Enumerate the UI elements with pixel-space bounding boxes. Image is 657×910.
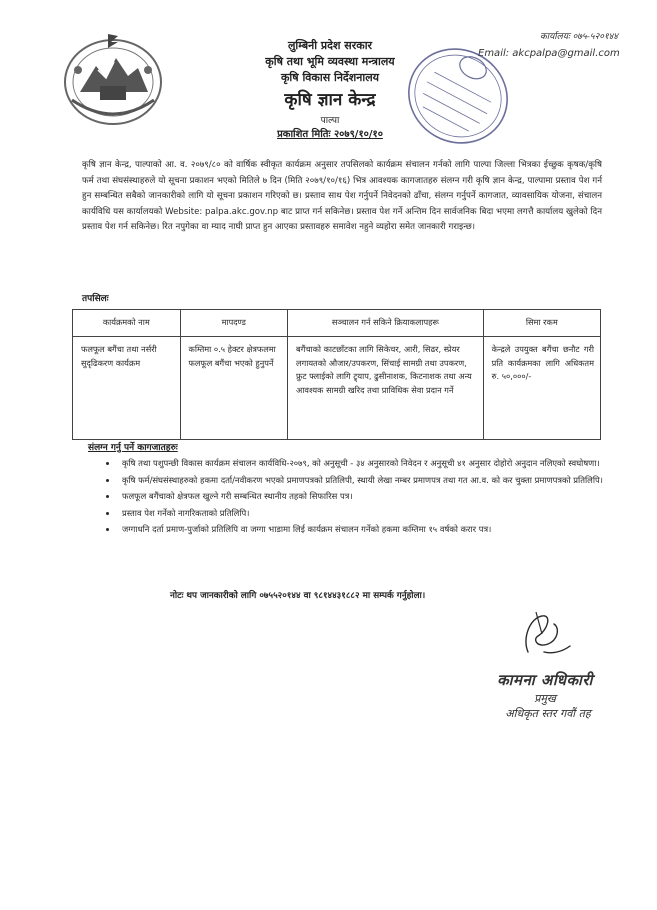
nepal-emblem-icon [58, 30, 168, 128]
office-name: कृषि ज्ञान केन्द्र [284, 90, 376, 110]
list-item: • फलफूल बगैंचाको क्षेत्रफल खुल्ने गरी सम्बन्धित स्थानीय तहको सिफारिस पत्र। [118, 489, 626, 505]
published-date: प्रकाशित मितिः २०७९/१०/१० [277, 129, 383, 140]
contact-note: नोटः थप जानकारीको लागि ०७५५२०१४४ वा ९८१४४३१८८२ मा सम्पर्क गर्नुहोला। [170, 591, 426, 601]
directorate-name: कृषि विकास निर्देशनालय [280, 71, 380, 84]
signatory-rank: अधिकृत स्तर गवौं तह [505, 707, 591, 720]
cell-amount: केन्द्रले उपयुक्त बगैंचा छनौट गरी प्रति कार्यक्रमका लागि अधिकतम रु. ५०,०००/- [483, 337, 600, 440]
table-header-row [73, 310, 601, 337]
office-stamp-icon [402, 42, 514, 150]
col-header-program: कार्यक्रमको नाम [73, 310, 181, 337]
attachments-list [88, 456, 626, 539]
ministry-name: कृषि तथा भूमि व्यवस्था मन्त्रालय [265, 55, 395, 68]
cell-criteria: कम्तिमा ०.५ हेक्टर क्षेत्रफलमा फलफूल बगैंचा भएको हुनुपर्ने [180, 337, 287, 440]
list-item: • जग्गाधनि दर्ता प्रमाण-पुर्जाको प्रतिलिपि वा जग्गा भाडामा लिई कार्यक्रम संचालन गर्नेको हकमा कम्तिमा १५ वर्षको करार पत्र। [118, 522, 626, 538]
signatory-name: कामना अधिकारी [497, 671, 593, 689]
program-table [72, 309, 601, 440]
signature-icon [508, 608, 578, 662]
attachments-heading: संलग्न गर्नु पर्ने कागजातहरुः [88, 443, 178, 453]
cell-activities: बगैंचाको काटछाँटका लागि सिकेचर, आरी, सिढर, स्प्रेयर लगायतको औजार/उपकरण, सिंचाई सामग्री तथा उपकरण, फ्रुट फ्लाईको लागि ट्र्याप, ढुसीनाशक, किटनाशक तथा अन्य आवश्यक सामग्री खरिद तथा प्राविधिक सेवा प्रदान गर्ने [288, 337, 484, 440]
office-location: पाल्पा [320, 116, 340, 126]
government-name: लुम्बिनी प्रदेश सरकार [287, 39, 373, 52]
office-phone: कार्यालयः ०७५-५२०१४४ [539, 32, 618, 42]
col-header-activities: सञ्चालन गर्न सकिने क्रियाकलापहरू [288, 310, 484, 337]
col-header-criteria: मापदण्ड [180, 310, 287, 337]
table-row [73, 337, 601, 440]
list-item: • कृषि फर्म/संघसंस्थाहरुको हकमा दर्ता/नवीकरण भएको प्रमाणपत्रको प्रतिलिपी, स्थायी लेखा नम्बर प्रमाणपत्र तथा गत आ.व. को कर चुक्ता प्रमाणपत्रको प्रतिलिपि। [118, 473, 626, 489]
list-item: • प्रस्ताव पेश गर्नेको नागरिकताको प्रतिलिपि। [118, 506, 626, 522]
list-item: • कृषि तथा पशुपन्छी विकास कार्यक्रम संचालन कार्यविधि-२०७९, को अनुसूची - ३४ अनुसारको निवेदन र अनुसूची ४१ अनुसार दोहोरो अनुदान नलिएको स्वघोषणा। [118, 456, 626, 472]
cell-program: फलफूल बगैंचा तथा नर्सरी सुदृढिकरण कार्यक्रम [73, 337, 181, 440]
signatory-role: प्रमुख [534, 692, 556, 705]
col-header-amount: सिमा रकम [483, 310, 600, 337]
details-heading: तपसिलः [82, 294, 109, 304]
office-email: Email: akcpalpa@gmail.com [478, 48, 620, 59]
notice-paragraph: कृषि ज्ञान केन्द्र, पाल्पाको आ. व. २०७९/८० को वार्षिक स्वीकृत कार्यक्रम अनुसार तपसिलको कार्यक्रम संचालन गर्नको लागि पाल्पा जिल्ला भित्रका ईच्छुक कृषक/कृषि फर्म तथा संघसंस्थाहरुले यो सूचना प्रकाशन भएको मितिले ७ दिन (मिति २०७९/१०/१६) भित्र आवश्यक कागजातहरु संलग्न गरी कृषि ज्ञान केन्द्र, पाल्पामा प्रस्ताव पेश गर्न हुन सम्बन्धित सबैको जानकारीको लागि यो सूचना प्रकाशन गरिएको छ। प्रस्ताव साथ पेश गर्नुपर्ने निवेदनको ढाँचा, संलग्न गर्नुपर्ने कागजात, व्यावसायिक योजना, संचालन कार्यविधि यस कार्यालयको Website: palpa.akc.gov.np बाट प्राप्त गर्न सकिनेछ। प्रस्ताव पेश गर्ने अन्तिम दिन सार्वजनिक बिदा भएमा लगत्तै कार्यालय खुलेको दिन प्रस्ताव पेश गर्न सकिनेछ। रित नपुगेका वा म्याद नाघी प्राप्त हुन आएका प्रस्तावहरु समावेश नहुने व्यहोरा समेत जानकारी गराइन्छ। [82, 160, 602, 232]
